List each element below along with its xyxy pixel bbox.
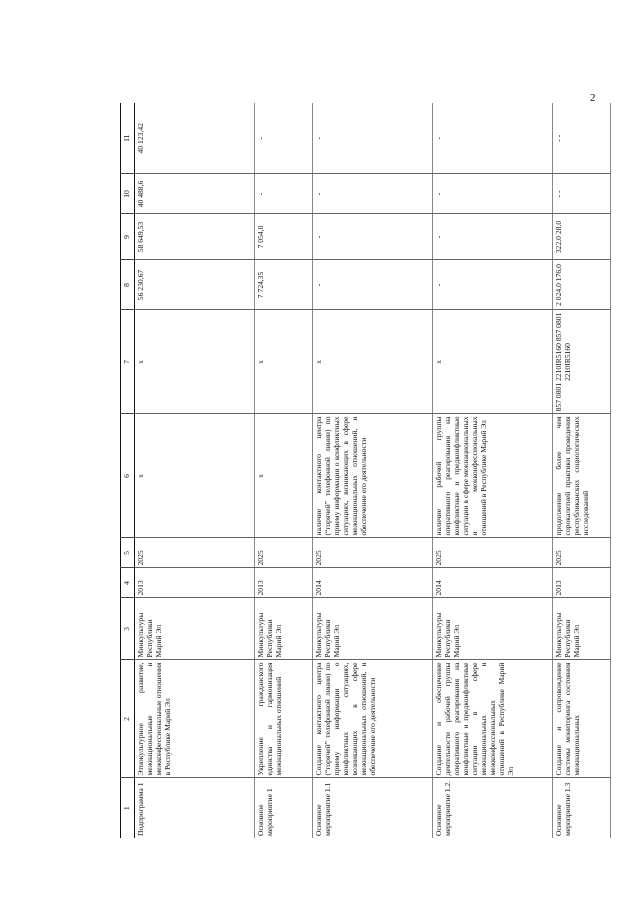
col-header-2: 2 (121, 660, 135, 778)
cell-name: Создание и сопровождение системы мониторинга состояния межнациональных (553, 660, 611, 778)
col-header-5: 5 (121, 538, 135, 568)
cell-value-10: 40 488,6 (135, 174, 255, 214)
cell-name: Создание контактного центра (“горячей” телефонной линии) по приему информации о конфликтных ситуациях, возникающих в сфере межнациональных отношений, и обеспечение его деятельности (313, 660, 433, 778)
table-row (433, 103, 553, 838)
col-header-10: 10 (121, 174, 135, 214)
cell-executor: Минкультуры Республики Марий Эл (313, 598, 433, 660)
header-row (121, 103, 135, 838)
col-header-3: 3 (121, 598, 135, 660)
col-header-9: 9 (121, 214, 135, 260)
cell-code: 857 0801 2210IR5160 857 0801 2210IR5160 (553, 310, 611, 414)
cell-start-year: 2013 (255, 568, 313, 598)
col-header-1: 1 (121, 778, 135, 838)
cell-code: x (433, 310, 553, 414)
cell-start-year: 2013 (135, 568, 255, 598)
program-table (120, 103, 611, 838)
table-row (135, 103, 255, 838)
col-header-6: 6 (121, 414, 135, 538)
cell-value-11: - (256, 136, 265, 140)
cell-end-year: 2025 (313, 538, 433, 568)
cell-result: продолжение более чем сорокалетней практики проведения республиканских социологических исследований (553, 414, 611, 538)
cell-name: Укрепление гражданского единства и гармонизация межнациональных отношений (255, 660, 313, 778)
cell-code: x (313, 310, 433, 414)
col-header-8: 8 (121, 260, 135, 310)
cell-executor: Минкультуры Республики Марий Эл (255, 598, 313, 660)
cell-executor: Минкультуры Республики Марий Эл (433, 598, 553, 660)
cell-start-year: 2013 (553, 568, 611, 598)
cell-result: наличие контактного центра (“горячей” телефонной линии) по приему информации о конфликтных ситуациях, возникающих в сфере межнациональных отношений, и обеспечение его деятельности (313, 414, 433, 538)
cell-value-9: - (313, 214, 433, 260)
cell-code: x (255, 310, 313, 414)
cell-executor: Минкультуры Республики Марий Эл (553, 598, 611, 660)
cell-value-11: - (434, 136, 443, 140)
cell-value-10: - (433, 174, 553, 214)
col-header-7: 7 (121, 310, 135, 414)
cell-program: Основное мероприятие 1.3 (553, 778, 611, 838)
cell-name: Создание и обеспечение деятельности рабочей группы оперативного реагирования на конфликтные и предконфликтные ситуации в сфере межнациональных и межконфессиональных отношений в Республике Марий Эл (433, 660, 553, 778)
cell-end-year: 2025 (255, 538, 313, 568)
cell-value-9: 58 649,53 (135, 214, 255, 260)
cell-value-11: - - (554, 134, 563, 142)
cell-result: x (255, 414, 313, 538)
cell-executor: Минкультуры Республики Марий Эл (135, 598, 255, 660)
cell-program: Подпрограмма 1 (135, 778, 255, 838)
cell-value-9: 7 054,0 (255, 214, 313, 260)
cell-program: Основное мероприятие 1.2. (433, 778, 553, 838)
cell-value-8: 2 024,0 176,0 (553, 260, 611, 310)
cell-end-year: 2025 (135, 538, 255, 568)
cell-value-9: 322,0 28,0 (553, 214, 611, 260)
cell-name: Этнокультурное развитие, межнациональные и межконфессиональные отношения в Республике Марий Эл (135, 660, 255, 778)
cell-value-10: - - (553, 174, 611, 214)
cell-start-year: 2014 (313, 568, 433, 598)
cell-value-8: - (313, 260, 433, 310)
cell-result: наличие рабочей группы оперативного реагирования на конфликтные и предконфликтные ситуации в сфере межнациональных и межконфессиональных отношений в Республике Марий Эл (433, 414, 553, 538)
col-header-4: 4 (121, 568, 135, 598)
table-row (313, 103, 433, 838)
cell-value-10: - (313, 174, 433, 214)
cell-value-8: 56 230,67 (135, 260, 255, 310)
cell-value-11: 40 123,42 (136, 123, 145, 154)
table-row (255, 103, 313, 838)
page-number: 2 (590, 92, 596, 104)
cell-program: Основное мероприятие 1 (255, 778, 313, 838)
cell-value-8: - (433, 260, 553, 310)
cell-value-9: - (433, 214, 553, 260)
cell-program: Основное мероприятие 1.1 (313, 778, 433, 838)
cell-value-11: - (314, 136, 323, 140)
cell-start-year: 2014 (433, 568, 553, 598)
cell-result: x (135, 414, 255, 538)
cell-end-year: 2025 (433, 538, 553, 568)
cell-code: x (135, 310, 255, 414)
rotated-table-container (120, 103, 590, 838)
cell-value-8: 7 724,35 (255, 260, 313, 310)
cell-end-year: 2025 (553, 538, 611, 568)
cell-value-10: - (255, 174, 313, 214)
col-header-11: 11 (121, 103, 135, 174)
table-row (553, 103, 611, 838)
